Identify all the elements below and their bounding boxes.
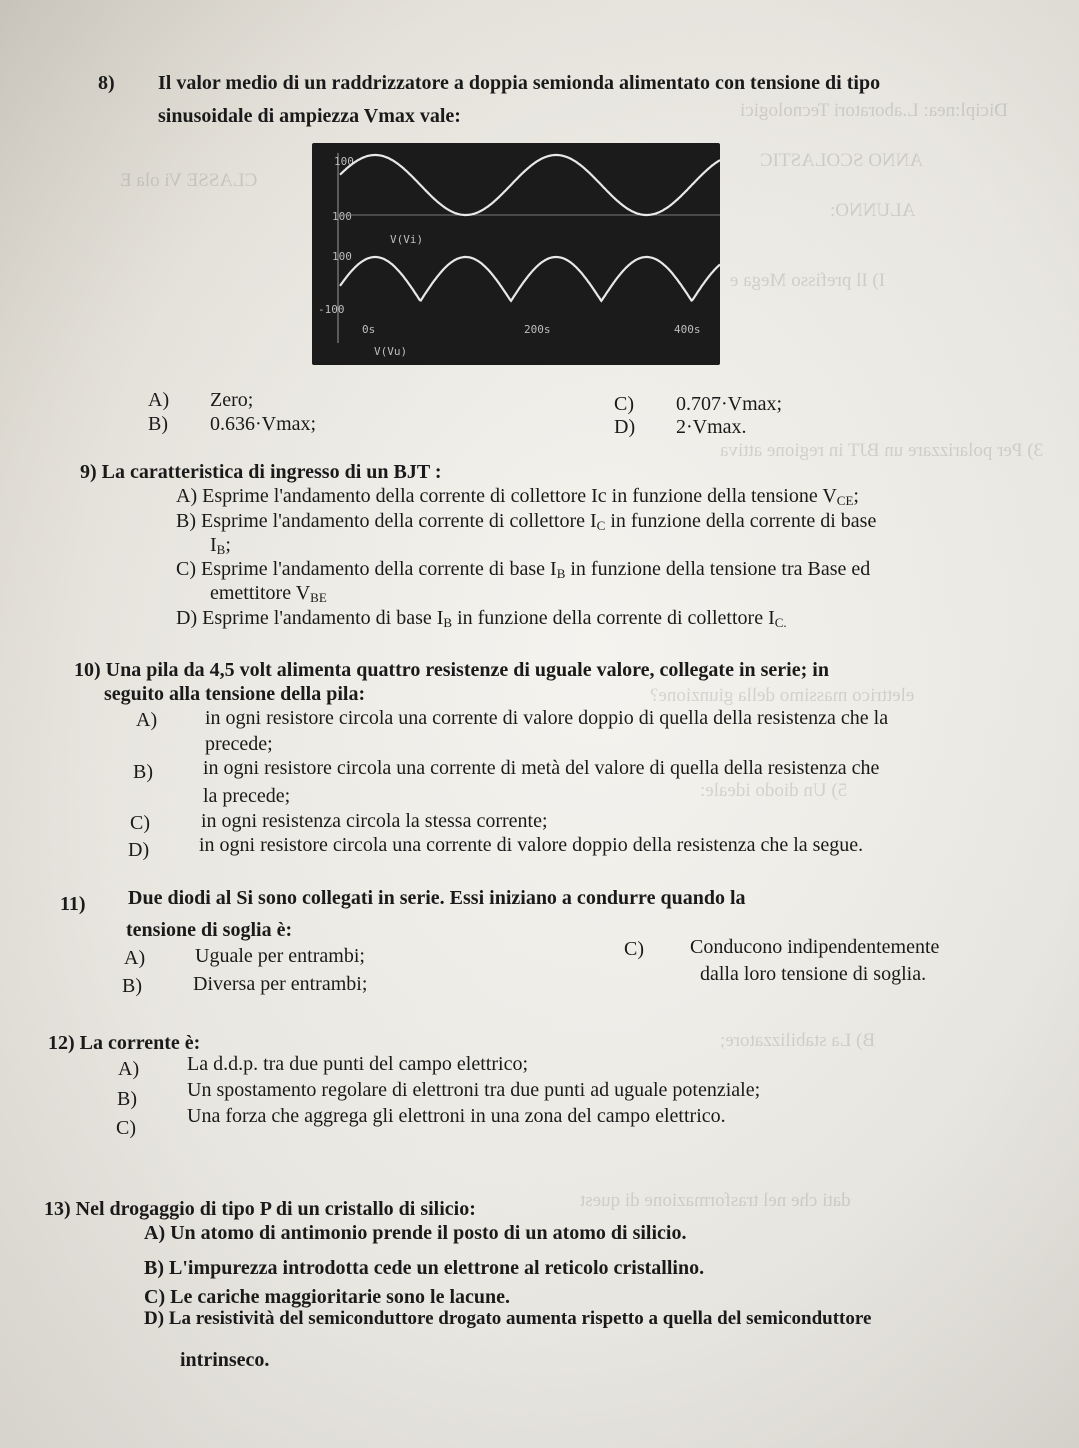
q12-title: 12) La corrente è: xyxy=(48,1032,201,1054)
q12-a-text: La d.d.p. tra due punti del campo elettrico; xyxy=(187,1053,528,1075)
q10-b-letter: B) xyxy=(133,761,153,783)
q10-c-letter: C) xyxy=(130,812,150,834)
q8-option-d-letter: D) xyxy=(614,416,636,438)
show-through-text: dati che nel trasformazione di quest xyxy=(580,1190,851,1211)
q8-option-c-text: 0.707·Vmax; xyxy=(676,393,783,415)
q9-a-letter: A) xyxy=(176,485,198,507)
q12-c-letter: C) xyxy=(116,1117,136,1139)
q11-line2: tensione di soglia è: xyxy=(126,919,293,941)
q12-c-text: Una forza che aggrega gli elettroni in una zona del campo elettrico. xyxy=(187,1105,726,1127)
scope-label-bottom: -100 xyxy=(318,303,345,316)
q8-option-d-text: 2·Vmax. xyxy=(676,416,747,438)
oscilloscope-figure xyxy=(312,143,720,365)
q9-a-end: ; xyxy=(853,485,859,507)
q9-option-d xyxy=(176,606,787,635)
q11-b-text: Diversa per entrambi; xyxy=(193,973,368,995)
q9-d-text2: in funzione della corrente di collettore I xyxy=(452,607,775,629)
q9-b-sub: C xyxy=(596,518,606,533)
q13-title: 13) Nel drogaggio di tipo P di un cristallo di silicio: xyxy=(44,1198,476,1220)
q9-d-text: Esprime l'andamento di base I xyxy=(202,607,444,629)
q9-c-letter: C) xyxy=(176,558,196,580)
q9-d-letter: D) xyxy=(176,607,198,629)
q8-line1: Il valor medio di un raddrizzatore a doppia semionda alimentato con tensione di tipo xyxy=(158,72,881,94)
scope-label-top2: 100 xyxy=(332,210,352,223)
q10-d-letter: D) xyxy=(128,839,150,861)
q8-option-a-letter: A) xyxy=(148,389,170,411)
q11-c-letter: C) xyxy=(624,938,644,960)
q13-option-d-line1: D) La resistività del semiconduttore drogato aumenta rispetto a quella del semiconduttore xyxy=(144,1308,872,1329)
scope-x-tick-2: 400s xyxy=(674,323,701,336)
q13-option-a: A) Un atomo di antimonio prende il posto di un atomo di silicio. xyxy=(144,1222,687,1244)
q10-b-line1: in ogni resistore circola una corrente di metà del valore di quella della resistenza che xyxy=(203,757,880,779)
q10-b-line2: la precede; xyxy=(203,785,291,807)
q10-a-line2: precede; xyxy=(205,733,273,755)
q9-b-text: Esprime l'andamento della corrente di collettore I xyxy=(201,510,597,532)
q11-c-line1: Conducono indipendentemente xyxy=(690,936,940,958)
show-through-text: CLASSE Vi ola E xyxy=(120,170,258,191)
q9-title: 9) La caratteristica di ingresso di un BJT : xyxy=(80,461,442,483)
q10-d-text: in ogni resistore circola una corrente di valore doppio della resistenza che la segue. xyxy=(199,834,864,856)
scope-x-tick-0: 0s xyxy=(362,323,376,336)
q9-b-line2: I xyxy=(210,534,217,556)
q9-d-sub2: C. xyxy=(774,615,787,630)
q12-b-letter: B) xyxy=(117,1088,137,1110)
q10-line2: seguito alla tensione della pila: xyxy=(104,683,366,705)
q9-b-line2-sub: B xyxy=(216,542,226,557)
q11-c-line2: dalla loro tensione di soglia. xyxy=(700,963,927,985)
q13-option-d-line2: intrinseco. xyxy=(180,1349,270,1371)
q12-a-letter: A) xyxy=(118,1058,140,1080)
q12-b-text: Un spostamento regolare di elettroni tra due punti ad uguale potenziale; xyxy=(187,1079,761,1101)
q9-c-sub: B xyxy=(556,566,566,581)
show-through-text: 5) Un diodo ideale: xyxy=(700,780,848,801)
scope-trace-vu xyxy=(340,257,720,301)
q8-number: 8) xyxy=(98,72,115,94)
show-through-text: I) Il prefisso Mega e xyxy=(730,270,886,291)
q9-d-sub: B xyxy=(443,615,453,630)
q9-c-text2: in funzione della tensione tra Base ed xyxy=(565,558,871,580)
q9-b-text2: in funzione della corrente di base xyxy=(605,510,877,532)
q9-b-letter: B) xyxy=(176,510,196,532)
q9-a-sub: CE xyxy=(836,493,854,508)
q10-a-letter: A) xyxy=(136,709,158,731)
q9-option-b xyxy=(176,509,876,538)
q11-a-text: Uguale per entrambi; xyxy=(195,945,365,967)
q8-option-b-letter: B) xyxy=(148,413,168,435)
q10-a-line1: in ogni resistore circola una corrente di valore doppio di quella della resistenza che la xyxy=(205,707,889,729)
show-through-text: ANNO SCOLASTIC xyxy=(760,150,924,171)
oscilloscope-svg xyxy=(312,143,720,365)
show-through-text: ALUNNO: xyxy=(830,200,916,221)
q9-c-line2-sub: BE xyxy=(310,590,327,605)
scope-trace1-name: V(Vi) xyxy=(390,233,424,246)
show-through-text: B) La stabilizzatore; xyxy=(720,1030,876,1051)
scope-label-top: 100 xyxy=(334,155,354,168)
q11-a-letter: A) xyxy=(124,947,146,969)
show-through-text: 3) Per polarizzare un BJT in regione attiva xyxy=(720,440,1044,461)
scope-trace2-name: V(Vu) xyxy=(374,345,408,358)
q9-c-line2: emettitore V xyxy=(210,582,311,604)
scope-trace-vi xyxy=(340,155,720,215)
q13-option-c: C) Le cariche maggioritarie sono le lacune. xyxy=(144,1286,511,1308)
q11-number: 11) xyxy=(60,893,86,915)
show-through-text: Dicipl:nea: L.aboratori Tecnologici xyxy=(740,100,1008,121)
show-through-text: elettrico massimo della giunzione? xyxy=(650,685,915,706)
q10-line1: 10) Una pila da 4,5 volt alimenta quattro resistenze di uguale valore, collegate in serie; in xyxy=(74,659,829,681)
q8-option-c-letter: C) xyxy=(614,393,634,415)
scope-label-mid: 100 xyxy=(332,250,352,263)
q13-option-b: B) L'impurezza introdotta cede un elettrone al reticolo cristallino. xyxy=(144,1257,705,1279)
q9-c-text: Esprime l'andamento della corrente di base I xyxy=(201,558,557,580)
scope-x-tick-1: 200s xyxy=(524,323,551,336)
q10-c-text: in ogni resistenza circola la stessa corrente; xyxy=(201,810,548,832)
q8-line2: sinusoidale di ampiezza Vmax vale: xyxy=(158,105,461,127)
q11-b-letter: B) xyxy=(122,975,142,997)
q9-a-text: Esprime l'andamento della corrente di collettore Ic in funzione della tensione V xyxy=(202,485,837,507)
q9-b-line2-end: ; xyxy=(225,534,231,556)
q8-option-b-text: 0.636·Vmax; xyxy=(210,413,317,435)
q8-option-a-text: Zero; xyxy=(210,389,254,411)
q11-line1: Due diodi al Si sono collegati in serie. Essi iniziano a condurre quando la xyxy=(128,887,746,909)
